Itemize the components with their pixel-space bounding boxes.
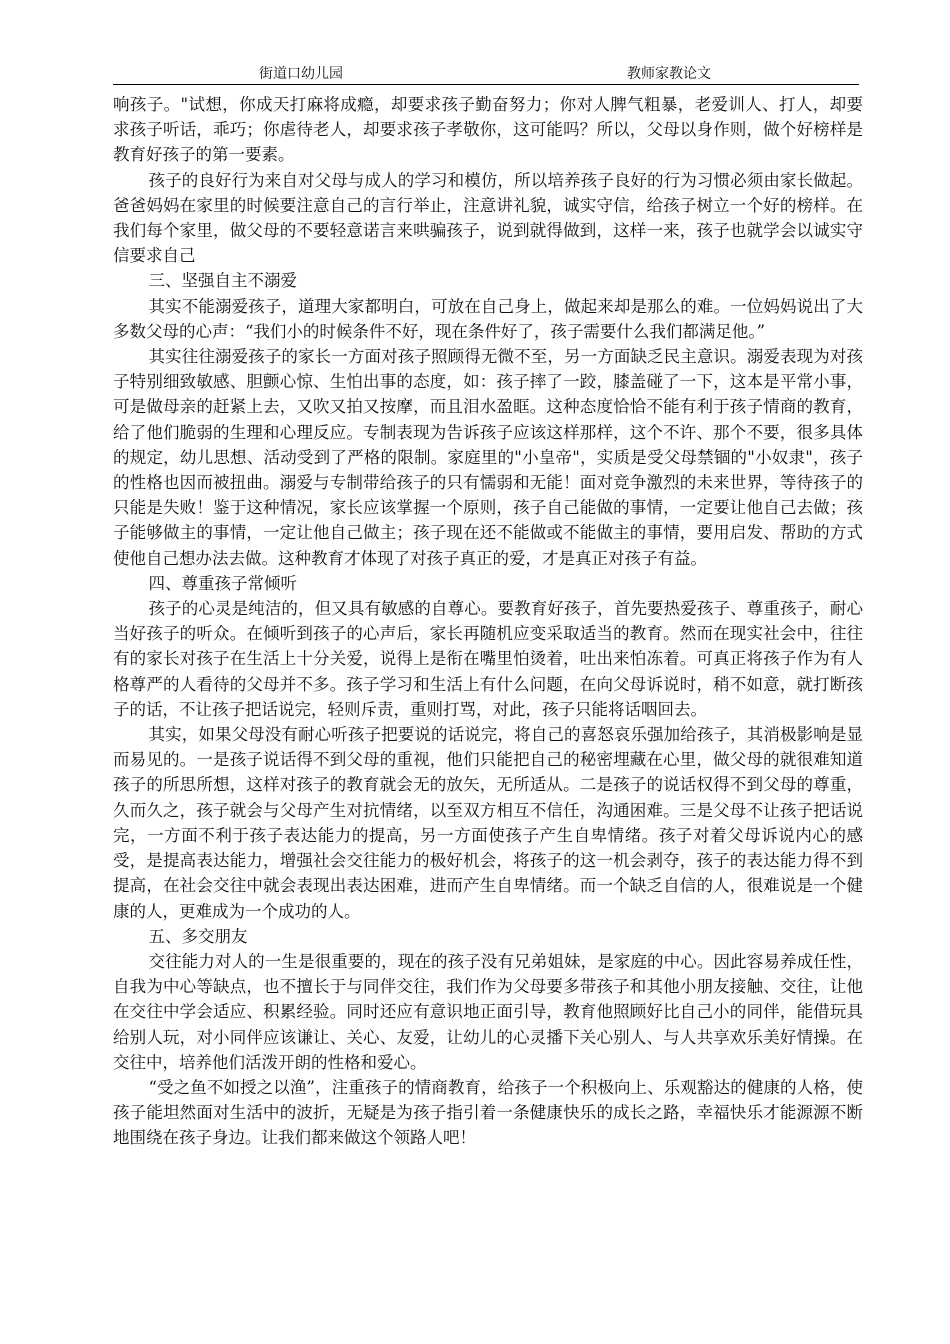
section-heading: 三、坚强自主不溺爱 [148, 271, 297, 291]
paragraph-conclusion: “受之鱼不如授之以渔”，注重孩子的情商教育，给孩子一个积极向上、乐观豁达的健康的人格，使孩子能坦然面对生活中的波折，无疑是为孩子指引着一条健康快乐的成长之路，幸福快乐才能源源不断地围绕在孩子身边。让我们都来做这个领路人吧！ [113, 1077, 863, 1148]
section-heading: 五、多交朋友 [148, 926, 248, 946]
paragraph: 其实往往溺爱孩子的家长一方面对孩子照顾得无微不至，另一方面缺乏民主意识。溺爱表现为对孩子特别细致敏感、胆颤心惊、生怕出事的态度，如：孩子摔了一跤，膝盖碰了一下，这本是平常小事，可是做母亲的赶紧上去，又吹又拍又按摩，而且泪水盈眶。这种态度恰恰不能有利于孩子情商的教育，给了他们脆弱的生理和心理反应。专制表现为告诉孩子应该这样那样，这个不许、那个不要，很多具体的规定，幼儿思想、活动受到了严格的限制。家庭里的"小皇帝"，实质是受父母禁锢的"小奴隶"，孩子的性格也因而被扭曲。溺爱与专制带给孩子的只有懦弱和无能！面对竞争激烈的未来世界，等待孩子的只能是失败！鉴于这种情况，家长应该掌握一个原则，孩子自己能做的事情，一定要让他自己去做；孩子能够做主的事情，一定让他自己做主；孩子现在还不能做或不能做主的事情，要用启发、帮助的方式使他自己想办法去做。这种教育才体现了对孩子真正的爱，才是真正对孩子有益。 [113, 347, 863, 568]
paragraph: 其实不能溺爱孩子，道理大家都明白，可放在自己身上，做起来却是那么的难。一位妈妈说出了大多数父母的心声：“我们小的时候条件不好，现在条件好了，孩子需要什么我们都满足他。” [113, 296, 863, 341]
article-body [113, 92, 863, 1151]
paragraph: 孩子的心灵是纯洁的，但又具有敏感的自尊心。要教育好孩子，首先要热爱孩子、尊重孩子，耐心当好孩子的听众。在倾听到孩子的心声后，家长再随机应变采取适当的教育。然而在现实社会中，往往有的家长对孩子在生活上十分关爱，说得上是衔在嘴里怕烫着，吐出来怕冻着。可真正将孩子作为有人格尊严的人看待的父母并不多。孩子学习和生活上有什么问题，在向父母诉说时，稍不如意，就打断孩子的话，不让孩子把话说完，轻则斥责，重则打骂，对此，孩子只能将话咽回去。 [113, 599, 863, 719]
paragraph: 交往能力对人的一生是很重要的，现在的孩子没有兄弟姐妹，是家庭的中心。因此容易养成任性，自我为中心等缺点，也不擅长于与同伴交往，我们作为父母要多带孩子和其他小朋友接触、交往，让他在交往中学会适应、积累经验。同时还应有意识地正面引导，教育他照顾好比自己小的同伴，能借玩具给别人玩，对小同伴应该谦让、关心、友爱，让幼儿的心灵播下关心别人、与人共享欢乐美好情操。在交往中，培养他们活泼开朗的性格和爱心。 [113, 951, 863, 1072]
header-school-name: 街道口幼儿园 [259, 66, 343, 82]
section-heading: 四、尊重孩子常倾听 [148, 573, 297, 593]
paragraph-continuation: 响孩子。"试想，你成天打麻将成瘾，却要求孩子勤奋努力；你对人脾气粗暴，老爱训人、打人，却要求孩子听话，乖巧；你虐待老人，却要求孩子孝敬你，这可能吗？所以，父母以身作则，做个好榜样是教育好孩子的第一要素。 [113, 95, 863, 165]
paragraph: 孩子的良好行为来自对父母与成人的学习和模仿，所以培养孩子良好的行为习惯必须由家长做起。爸爸妈妈在家里的时候要注意自己的言行举止，注意讲礼貌，诚实守信，给孩子树立一个好的榜样。在我们每个家里，做父母的不要轻意诺言来哄骗孩子，说到就得做到，这样一来，孩子也就学会以诚实守信要求自己 [113, 170, 863, 266]
header-document-type: 教师家教论文 [627, 66, 711, 82]
paragraph: 其实，如果父母没有耐心听孩子把要说的话说完，将自己的喜怒哀乐强加给孩子，其消极影响是显而易见的。一是孩子说话得不到父母的重视，他们只能把自己的秘密埋藏在心里，做父母的就很难知道孩子的所思所想，这样对孩子的教育就会无的放矢，无所适从。二是孩子的说话权得不到父母的尊重，久而久之，孩子就会与父母产生对抗情绪，以至双方相互不信任，沟通困难。三是父母不让孩子把话说完，一方面不利于孩子表达能力的提高，另一方面使孩子产生自卑情绪。孩子对着父母诉说内心的感受，是提高表达能力，增强社会交往能力的极好机会，将孩子的这一机会剥夺，孩子的表达能力得不到提高，在社会交往中就会表现出表达困难，进而产生自卑情绪。而一个缺乏自信的人，很难说是一个健康的人，更难成为一个成功的人。 [113, 725, 863, 921]
page-header [113, 64, 859, 85]
